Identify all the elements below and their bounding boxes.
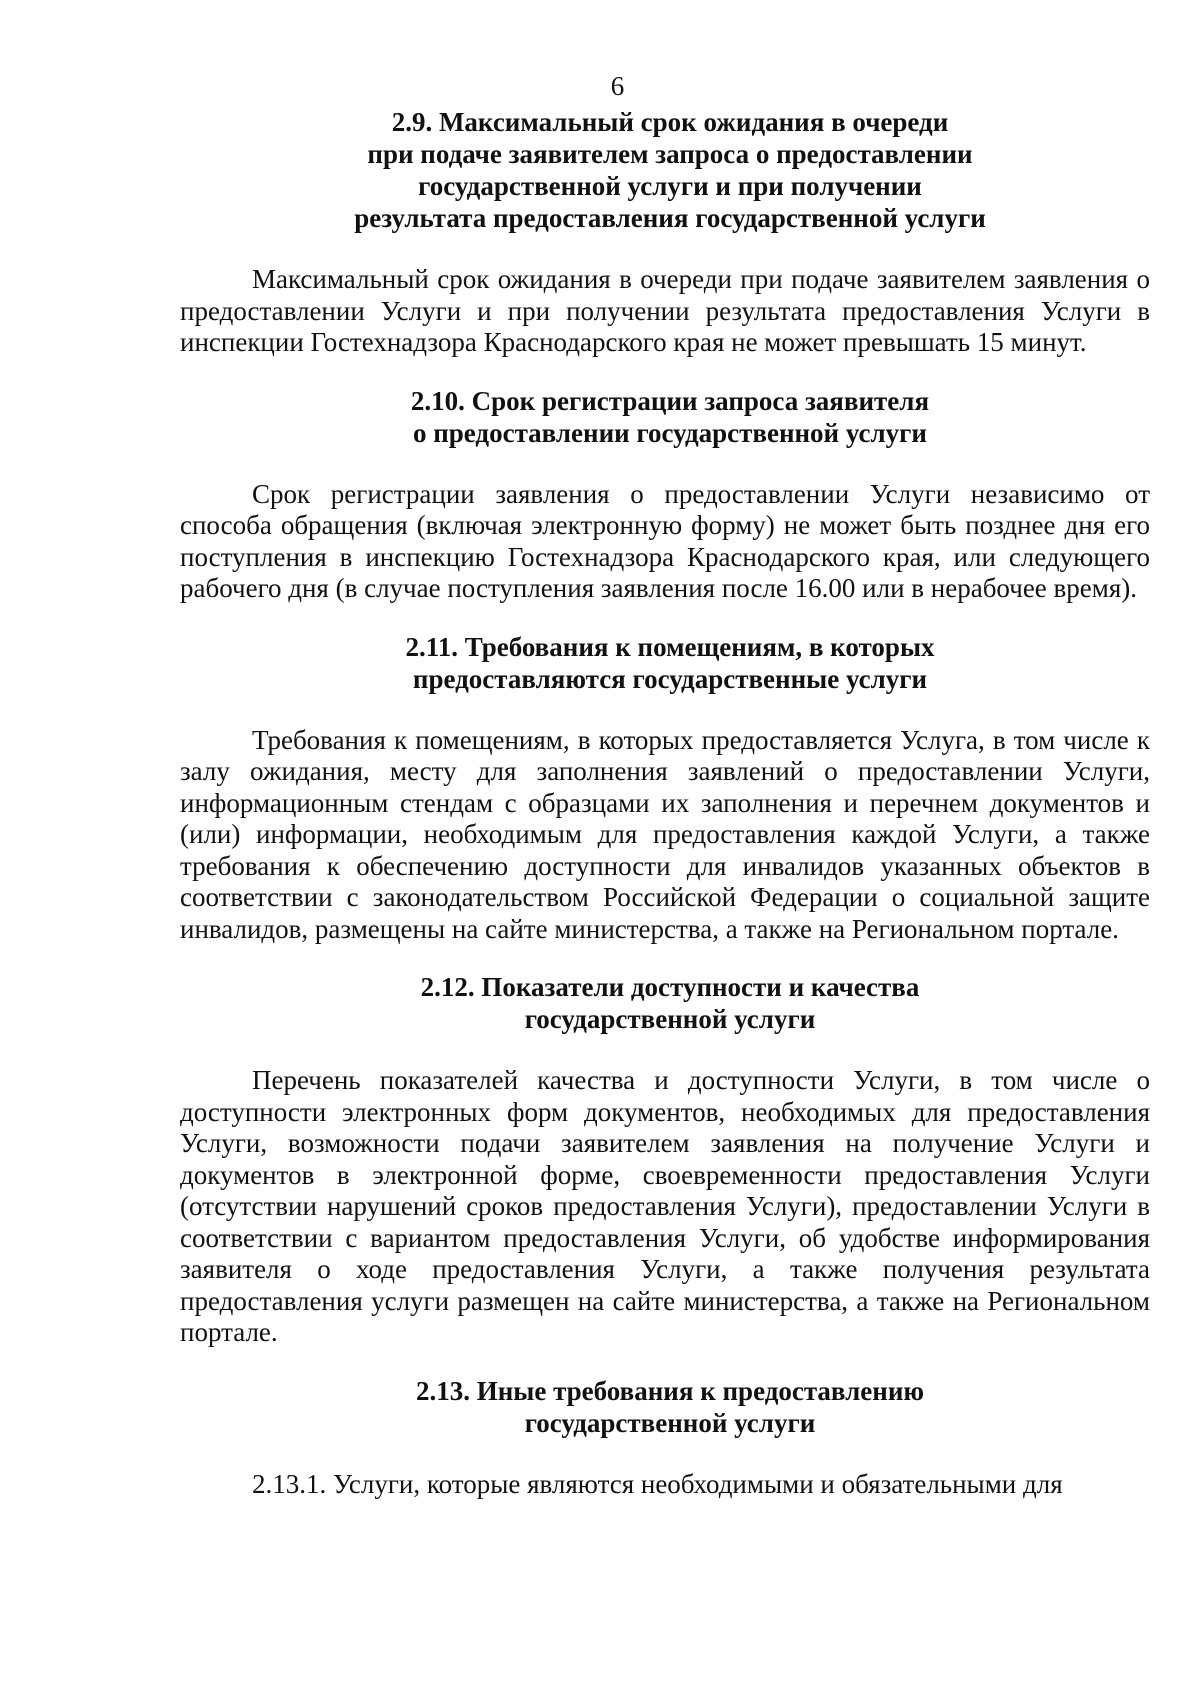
heading-line: 2.10. Срок регистрации запроса заявителя <box>410 385 930 416</box>
section-paragraph-2-10: Срок регистрации заявления о предоставлении Услуги независимо от способа обращения (включая электронную форму) не может быть позднее дня его поступления в инспекцию Гостехнадзора Краснодарского края, или следующего рабочего дня (в случае поступления заявления после 16.00 или в нерабочее время). <box>180 478 1150 603</box>
section-heading-2-12 <box>180 971 1150 1035</box>
heading-line: государственной услуги <box>524 1407 816 1438</box>
document-body <box>180 106 1150 1500</box>
heading-line: 2.9. Максимальный срок ожидания в очереди <box>391 107 949 137</box>
section-heading-2-13 <box>180 1375 1150 1439</box>
section-paragraph-2-9: Максимальный срок ожидания в очереди при подаче заявителем заявления о предоставлении Услуги и при получении результата предоставления Услуги в инспекции Гостехнадзора Краснодарского края не может превышать 15 минут. <box>180 264 1150 357</box>
heading-line: предоставляются государственные услуги <box>412 663 928 694</box>
section-paragraph-2-13: 2.13.1. Услуги, которые являются необходимыми и обязательными для <box>252 1468 1063 1499</box>
section-paragraph-2-12: Перечень показателей качества и доступности Услуги, в том числе о доступности электронных форм документов, необходимых для предоставления Услуги, возможности подачи заявителем заявления на получение Услуги и документов в электронной форме, своевременности предоставления Услуги (отсутствии нарушений сроков предоставления Услуги), предоставлении Услуги в соответствии с вариантом предоставления Услуги, об удобстве информирования заявителя о ходе предоставления Услуги, а также получения результата предоставления услуги размещен на сайте министерства, а также на Региональном портале. <box>180 1065 1150 1347</box>
heading-line: государственной услуги <box>524 1004 816 1034</box>
heading-line: 2.13. Иные требования к предоставлению <box>415 1375 925 1406</box>
page-number: 6 <box>610 71 625 101</box>
heading-line: результата предоставления государственной услуги <box>354 203 986 233</box>
section-heading-2-11 <box>180 631 1150 695</box>
heading-line: 2.11. Требования к помещениям, в которых <box>405 631 935 662</box>
section-heading-2-10 <box>180 385 1150 449</box>
heading-line: о предоставлении государственной услуги <box>412 417 927 448</box>
heading-line: 2.12. Показатели доступности и качества <box>420 972 920 1002</box>
heading-line: при подаче заявителем запроса о предоставлении <box>367 139 973 169</box>
section-paragraph-2-11: Требования к помещениям, в которых предоставляется Услуга, в том числе к залу ожидания, месту для заполнения заявлений о предоставлении Услуги, информационным стендам с образцами их заполнения и перечнем документов и (или) информации, необходимым для предоставления каждой Услуги, а также требования к обеспечению доступности для инвалидов указанных объектов в соответствии с законодательством Российской Федерации о социальной защите инвалидов, размещены на сайте министерства, а также на Региональном портале. <box>180 724 1150 944</box>
section-heading-2-9 <box>180 106 1150 234</box>
heading-line: государственной услуги и при получении <box>418 171 922 201</box>
